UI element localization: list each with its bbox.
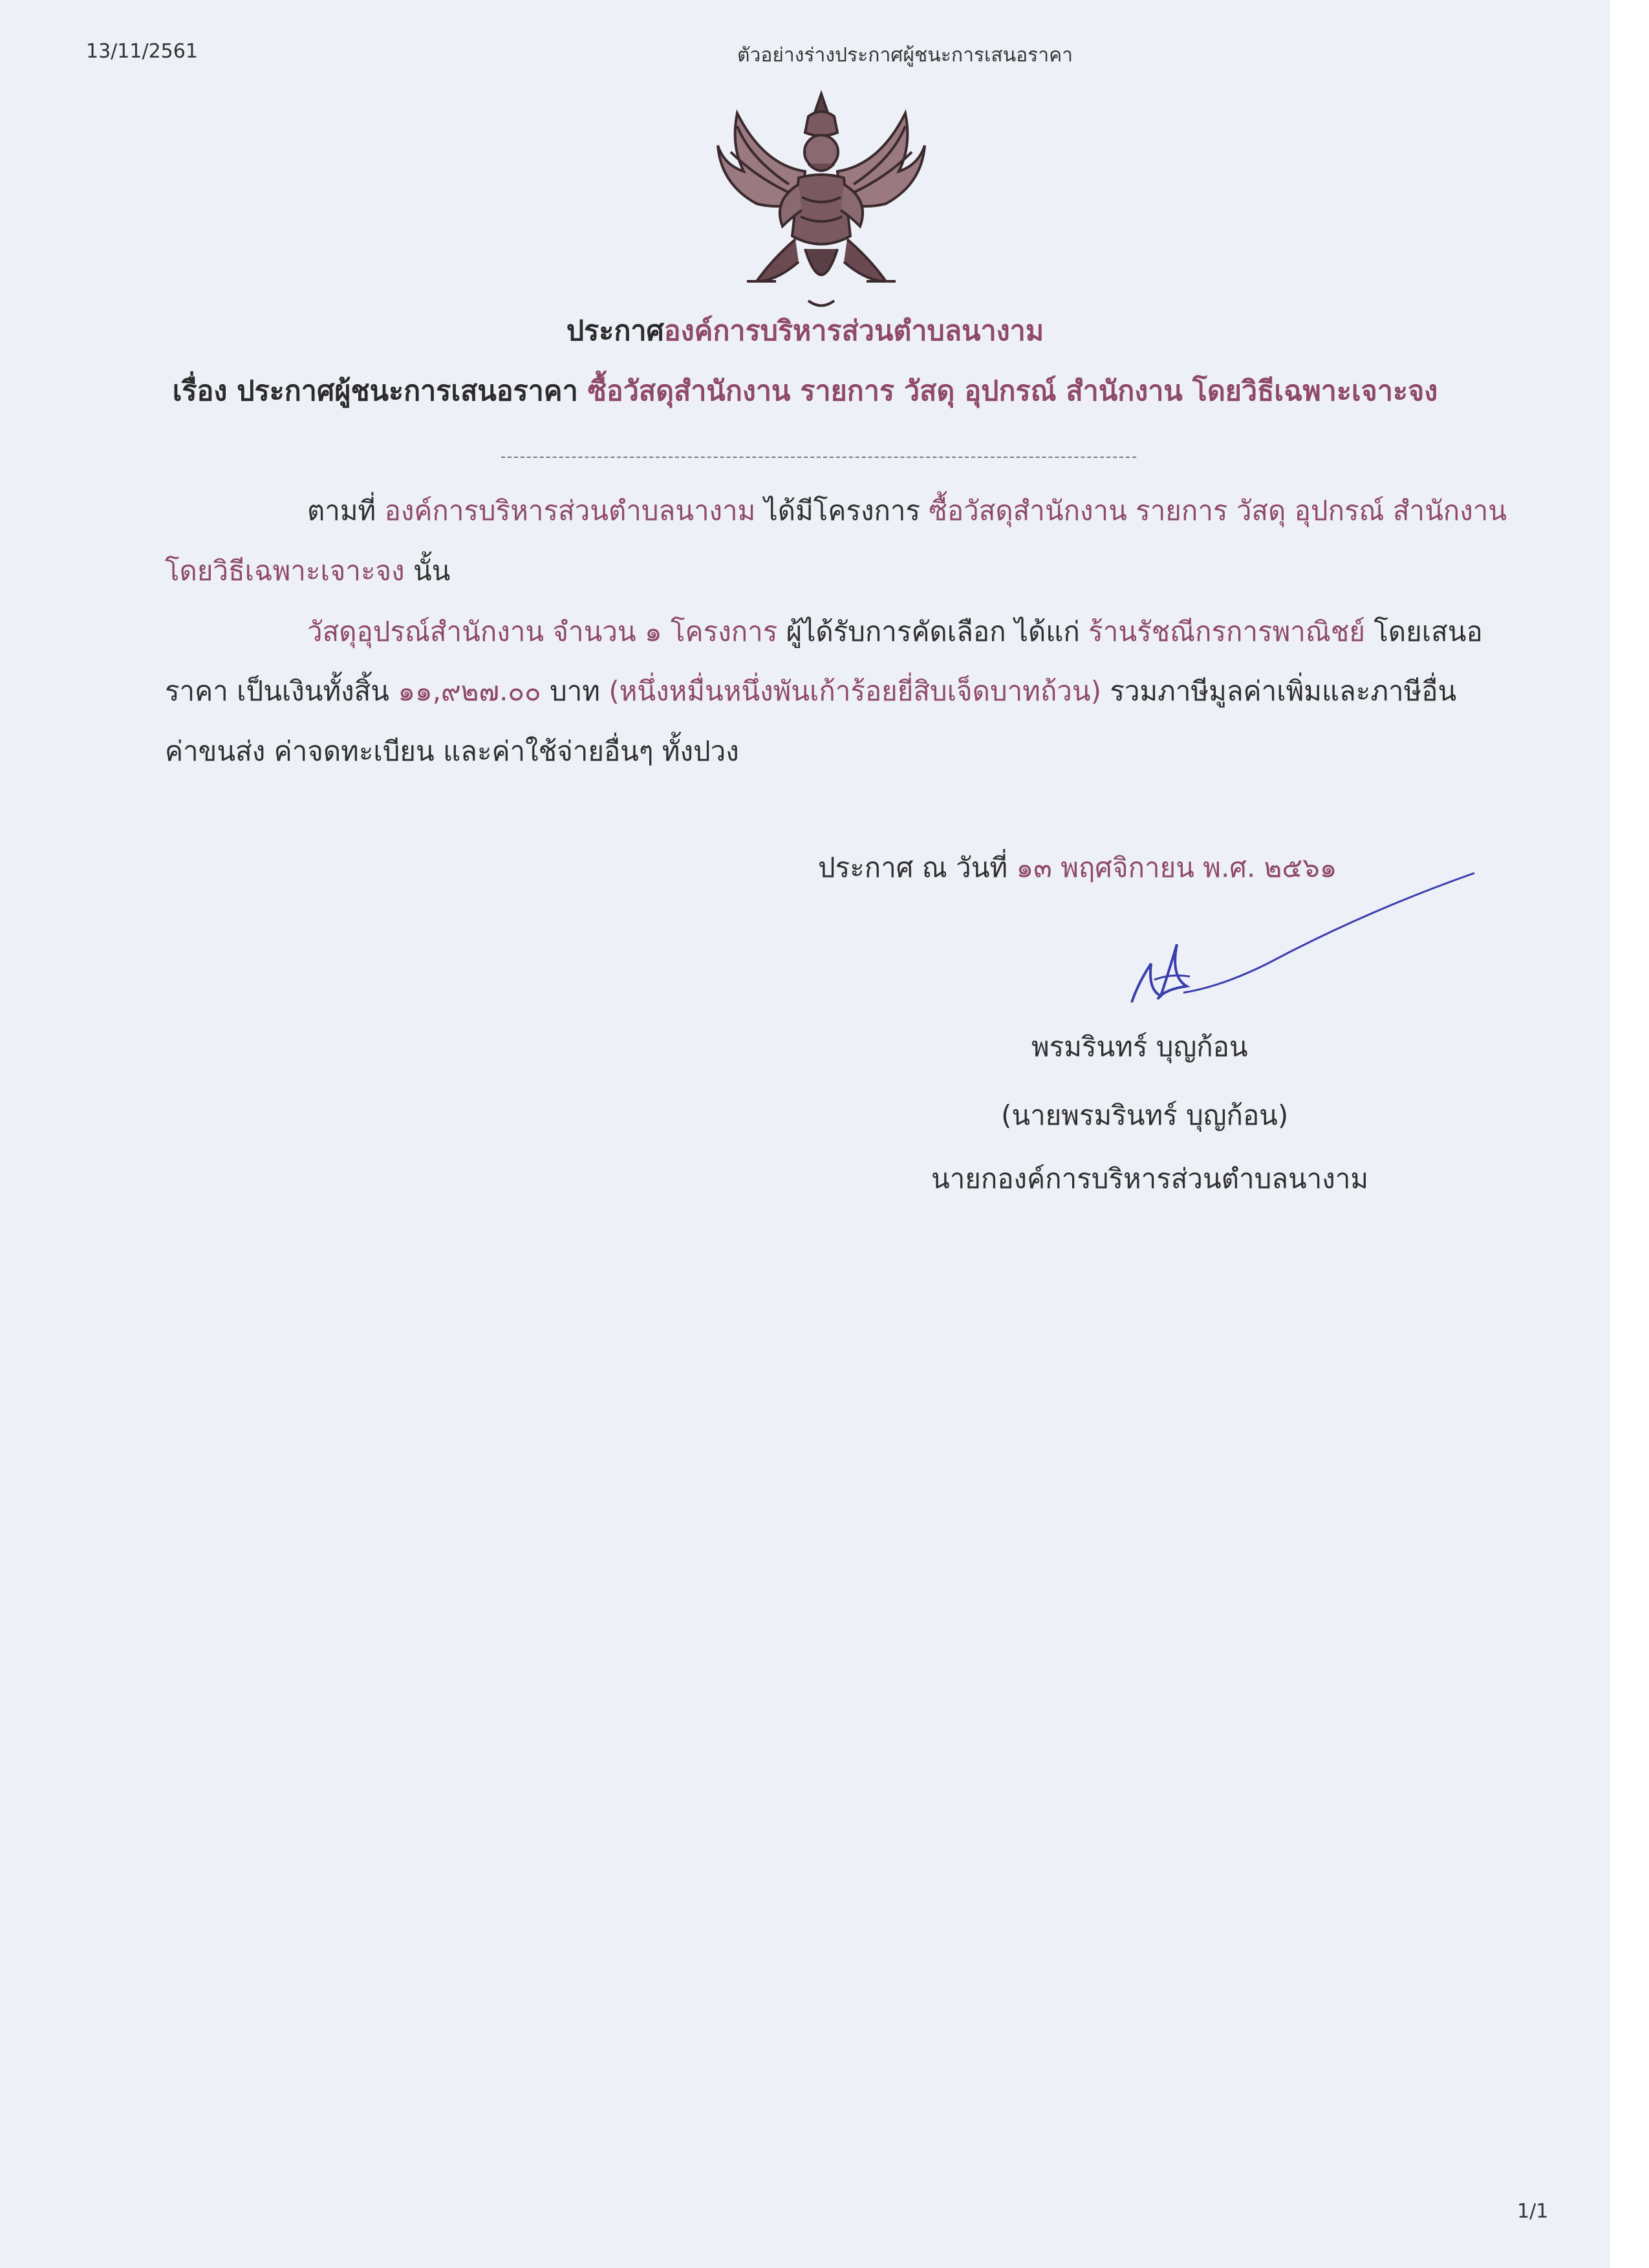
p2-item: วัสดุอุปรณ์สำนักงาน จำนวน ๑ โครงการ: [307, 616, 778, 647]
paragraph2-line1: [307, 616, 1483, 648]
p1-project-line1: ซื้อวัสดุสำนักงาน รายการ วัสดุ อุปกรณ์ สำนักงาน: [929, 495, 1507, 526]
p2-offer: โดยเสนอ: [1374, 616, 1483, 647]
divider: [501, 457, 1136, 458]
paragraph2-line3: ค่าขนส่ง ค่าจดทะเบียน และค่าใช้จ่ายอื่นๆ ทั้งปวง: [165, 735, 739, 767]
p2-selected: ผู้ได้รับการคัดเลือก ได้แก่: [786, 616, 1080, 647]
subject-prefix: เรื่อง ประกาศผู้ชนะการเสนอราคา: [172, 375, 578, 407]
p1-org: องค์การบริหารส่วนตำบลนางาม: [384, 495, 756, 526]
p2-amount: ๑๑,๙๒๗.๐๐: [398, 675, 541, 707]
garuda-emblem-icon: [711, 87, 931, 317]
handwritten-signature: [1093, 867, 1481, 1015]
announcement-prefix: ประกาศ: [566, 315, 664, 347]
date-label: ประกาศ ณ วันที่: [818, 852, 1008, 883]
p2-price-lead: ราคา เป็นเงินทั้งสิ้น: [165, 675, 390, 707]
p1-project-line2: โดยวิธีเฉพาะเจาะจง: [165, 555, 405, 587]
paragraph1-line1: [307, 495, 1507, 527]
signer-full-name: (นายพรมรินทร์ บุญก้อน): [1001, 1099, 1289, 1131]
p2-baht: บาท: [550, 675, 600, 707]
paragraph2-line2: [165, 675, 1456, 707]
announcement-org: องค์การบริหารส่วนตำบลนางาม: [663, 315, 1044, 347]
signer-position: นายกองค์การบริหารส่วนตำบลนางาม: [931, 1163, 1369, 1194]
p1-mid: ได้มีโครงการ: [764, 495, 921, 526]
p2-vat: รวมภาษีมูลค่าเพิ่มและภาษีอื่น: [1110, 675, 1457, 707]
signer-name: พรมรินทร์ บุญก้อน: [1031, 1031, 1248, 1063]
p2-vendor: ร้านรัชณีกรการพาณิชย์: [1088, 616, 1365, 647]
p1-tail: นั้น: [413, 555, 451, 587]
p2-amount-words: (หนึ่งหมื่นหนึ่งพันเก้าร้อยยี่สิบเจ็ดบาทถ้วน): [609, 675, 1101, 707]
announcement-heading: [0, 315, 1610, 349]
date-value: ๑๓ พฤศจิกายน พ.ศ. ๒๕๖๑: [1016, 852, 1337, 883]
page-number: 1/1: [1517, 2200, 1549, 2223]
p1-lead: ตามที่: [307, 495, 376, 526]
print-date: 13/11/2561: [86, 40, 198, 63]
print-doc-title: ตัวอย่างร่างประกาศผู้ชนะการเสนอราคา: [737, 44, 1073, 67]
subject-heading: [0, 375, 1610, 409]
paragraph1-line2: [165, 555, 450, 587]
scan-edge: [1610, 0, 1649, 2268]
subject-project: ซื้อวัสดุสำนักงาน รายการ วัสดุ อุปกรณ์ สำนักงาน โดยวิธีเฉพาะเจาะจง: [587, 375, 1438, 407]
